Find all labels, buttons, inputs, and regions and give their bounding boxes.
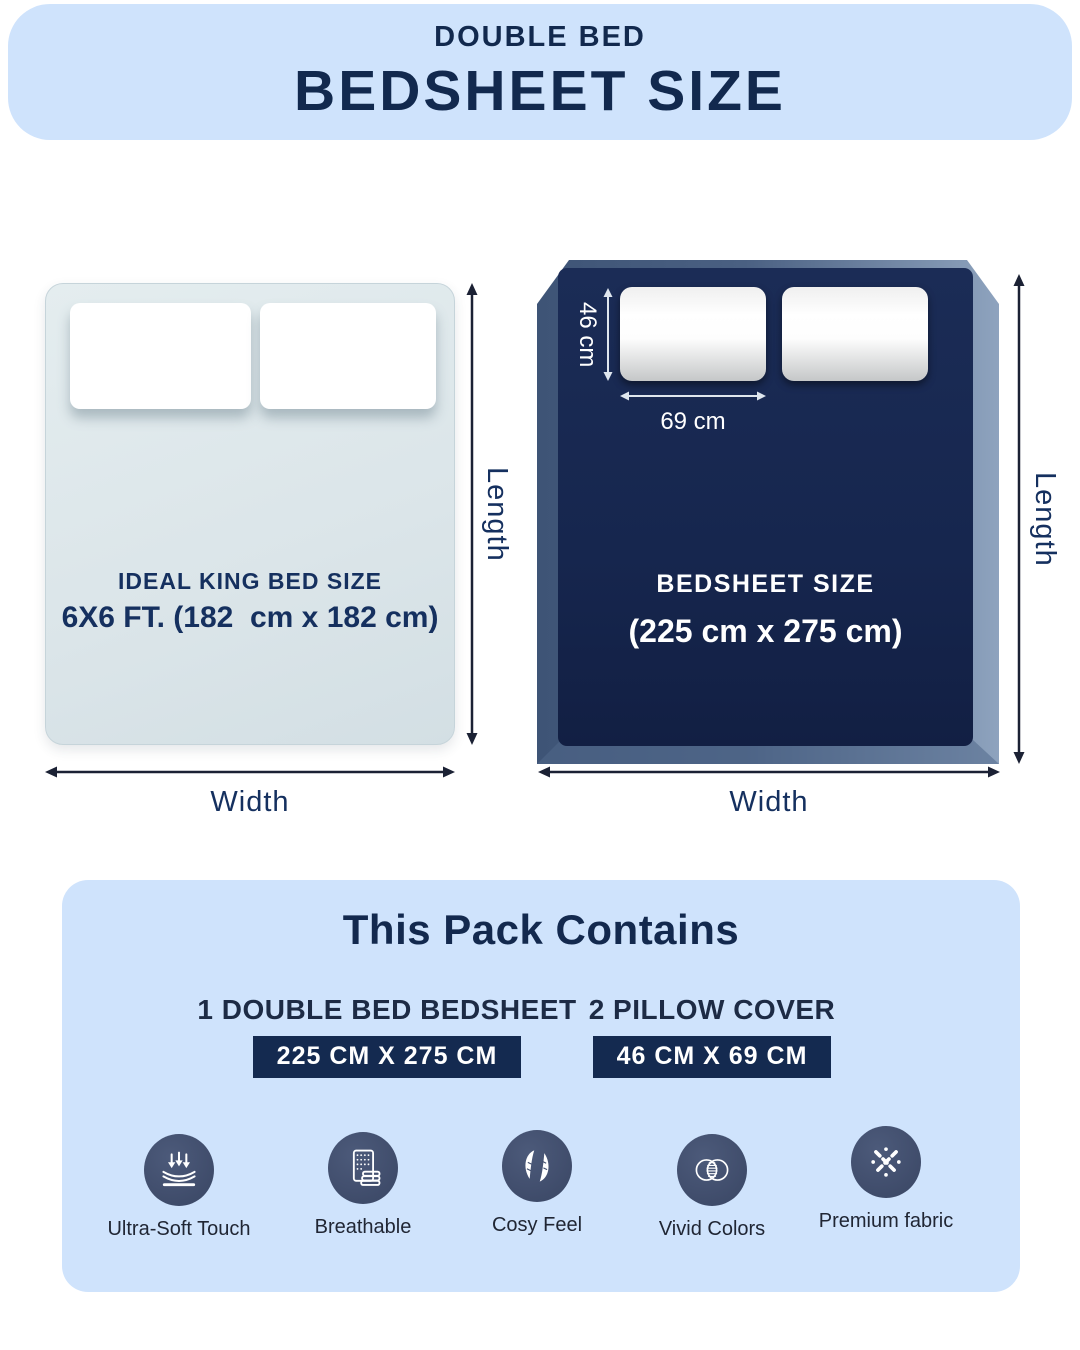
- sheet-size-title: BEDSHEET SIZE: [656, 570, 875, 598]
- pack-contents-panel: [62, 880, 1020, 1292]
- pack-item-bedsheet: [192, 994, 582, 1078]
- pillow-width-label: 69 cm: [660, 408, 726, 435]
- feature-ultra-soft-touch: [99, 1134, 259, 1241]
- bed-pillow-right: [260, 303, 436, 409]
- pillow-width-arrow: [620, 390, 766, 402]
- vivid-colors-icon: [677, 1134, 747, 1206]
- bed-width-label: Width: [210, 786, 290, 818]
- pillow-height-arrow: [602, 288, 614, 381]
- pack-item-pillow-label: 2 PILLOW COVER: [588, 994, 836, 1025]
- bed-pillow-left: [70, 303, 251, 409]
- sheet-width-label: Width: [729, 786, 809, 818]
- sheet-pillow-left: [620, 287, 766, 381]
- pack-item-pillow-size-badge: 46 CM X 69 CM: [593, 1036, 832, 1078]
- pillow-height-label: 46 cm: [574, 302, 601, 368]
- cosy-feel-icon: [502, 1130, 572, 1202]
- feature-label: Ultra-Soft Touch: [107, 1218, 251, 1240]
- sheet-size-caption: [558, 570, 973, 650]
- sheet-length-arrow: [1011, 274, 1027, 764]
- feature-label: Premium fabric: [818, 1210, 954, 1232]
- feature-label: Vivid Colors: [658, 1218, 766, 1240]
- pack-item-bedsheet-label: 1 DOUBLE BED BEDSHEET: [197, 994, 577, 1025]
- feature-premium-fabric: [806, 1126, 966, 1233]
- sheet-pillow-right: [782, 287, 928, 381]
- breathable-icon: [328, 1132, 398, 1204]
- header-banner: [8, 4, 1072, 140]
- feature-cosy-feel: [457, 1130, 617, 1237]
- sheet-size-value: (225 cm x 275 cm): [628, 613, 903, 649]
- sheet-width-arrow: [538, 764, 1000, 780]
- feature-vivid-colors: [632, 1134, 792, 1241]
- bed-length-arrow: [464, 283, 480, 745]
- pack-item-bedsheet-size-badge: 225 CM X 275 CM: [253, 1036, 522, 1078]
- feature-breathable: [283, 1132, 443, 1239]
- page-title: BEDSHEET SIZE: [294, 58, 786, 123]
- bed-width-arrow: [45, 764, 455, 780]
- pack-title: This Pack Contains: [342, 906, 740, 953]
- sheet-length-label: Length: [1029, 471, 1061, 567]
- bed-size-caption: [45, 568, 455, 635]
- pack-item-pillow: [572, 994, 852, 1078]
- feature-label: Breathable: [314, 1216, 412, 1238]
- premium-fabric-icon: [851, 1126, 921, 1198]
- bed-length-label: Length: [481, 466, 513, 562]
- header-subtitle: DOUBLE BED: [434, 20, 646, 53]
- soft-touch-icon: [144, 1134, 214, 1206]
- bed-size-title: IDEAL KING BED SIZE: [118, 568, 382, 594]
- bed-size-value: 6X6 FT. (182 cm x 182 cm): [61, 601, 439, 634]
- feature-label: Cosy Feel: [491, 1214, 583, 1236]
